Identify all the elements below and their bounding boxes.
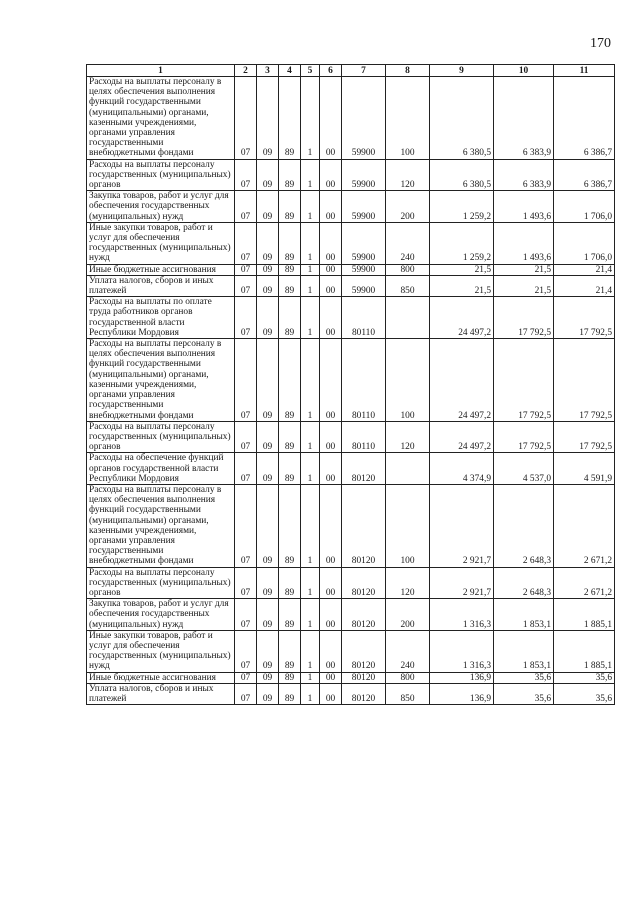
expense-type-code-cell: 200 [386, 191, 430, 223]
amount-col11-cell: 21,4 [554, 264, 615, 275]
program-code-cell: 89 [279, 599, 301, 631]
amount-col11-cell: 2 671,2 [554, 484, 615, 567]
section-code-cell: 07 [235, 297, 257, 339]
amount-col11-cell: 1 885,1 [554, 630, 615, 672]
event-code-cell: 00 [320, 159, 342, 191]
expense-type-code-cell: 200 [386, 599, 430, 631]
subsection-code-cell: 09 [257, 297, 279, 339]
direction-code-cell: 59900 [342, 275, 386, 296]
expense-type-code-cell: 850 [386, 275, 430, 296]
expense-type-code-cell: 850 [386, 683, 430, 704]
amount-col11-cell: 35,6 [554, 672, 615, 683]
subsection-code-cell: 09 [257, 339, 279, 422]
amount-col9-cell: 24 497,2 [430, 339, 494, 422]
event-code-cell: 00 [320, 264, 342, 275]
section-code-cell: 07 [235, 421, 257, 453]
column-header-3: 3 [257, 65, 279, 77]
table-row [87, 159, 615, 191]
event-code-cell: 00 [320, 222, 342, 264]
expense-type-code-cell: 100 [386, 339, 430, 422]
subsection-code-cell: 09 [257, 264, 279, 275]
event-code-cell: 00 [320, 484, 342, 567]
amount-col10-cell: 17 792,5 [494, 297, 554, 339]
program-code-cell: 89 [279, 264, 301, 275]
table-row [87, 77, 615, 160]
program-code-cell: 89 [279, 297, 301, 339]
section-code-cell: 07 [235, 567, 257, 599]
amount-col10-cell: 1 853,1 [494, 630, 554, 672]
amount-col11-cell: 17 792,5 [554, 297, 615, 339]
table-row [87, 339, 615, 422]
table-row [87, 222, 615, 264]
amount-col10-cell: 21,5 [494, 275, 554, 296]
section-code-cell: 07 [235, 683, 257, 704]
amount-col10-cell: 2 648,3 [494, 567, 554, 599]
expense-name-cell: Закупка товаров, работ и услуг для обеспечения государственных (муниципальных) нужд [87, 191, 235, 223]
subprogram-code-cell: 1 [301, 683, 320, 704]
amount-col9-cell: 24 497,2 [430, 297, 494, 339]
direction-code-cell: 59900 [342, 77, 386, 160]
subprogram-code-cell: 1 [301, 630, 320, 672]
direction-code-cell: 80120 [342, 630, 386, 672]
subprogram-code-cell: 1 [301, 567, 320, 599]
subsection-code-cell: 09 [257, 630, 279, 672]
section-code-cell: 07 [235, 191, 257, 223]
direction-code-cell: 80110 [342, 297, 386, 339]
section-code-cell: 07 [235, 453, 257, 485]
expense-type-code-cell: 800 [386, 264, 430, 275]
program-code-cell: 89 [279, 672, 301, 683]
amount-col10-cell: 2 648,3 [494, 484, 554, 567]
table-row [87, 191, 615, 223]
program-code-cell: 89 [279, 421, 301, 453]
column-header-8: 8 [386, 65, 430, 77]
subsection-code-cell: 09 [257, 567, 279, 599]
subsection-code-cell: 09 [257, 484, 279, 567]
amount-col10-cell: 17 792,5 [494, 421, 554, 453]
subsection-code-cell: 09 [257, 222, 279, 264]
subprogram-code-cell: 1 [301, 297, 320, 339]
expense-name-cell: Уплата налогов, сборов и иных платежей [87, 683, 235, 704]
expense-name-cell: Расходы на выплаты персоналу государственных (муниципальных) органов [87, 159, 235, 191]
expense-type-code-cell: 120 [386, 159, 430, 191]
program-code-cell: 89 [279, 484, 301, 567]
expense-name-cell: Иные бюджетные ассигнования [87, 672, 235, 683]
amount-col11-cell: 4 591,9 [554, 453, 615, 485]
amount-col9-cell: 1 259,2 [430, 222, 494, 264]
subsection-code-cell: 09 [257, 159, 279, 191]
amount-col10-cell: 35,6 [494, 672, 554, 683]
amount-col9-cell: 4 374,9 [430, 453, 494, 485]
amount-col11-cell: 2 671,2 [554, 567, 615, 599]
amount-col10-cell: 1 853,1 [494, 599, 554, 631]
amount-col10-cell: 6 383,9 [494, 159, 554, 191]
event-code-cell: 00 [320, 672, 342, 683]
amount-col9-cell: 24 497,2 [430, 421, 494, 453]
direction-code-cell: 59900 [342, 222, 386, 264]
column-header-11: 11 [554, 65, 615, 77]
table-body [87, 77, 615, 705]
amount-col11-cell: 1 706,0 [554, 222, 615, 264]
amount-col10-cell: 6 383,9 [494, 77, 554, 160]
subprogram-code-cell: 1 [301, 484, 320, 567]
amount-col9-cell: 1 316,3 [430, 630, 494, 672]
direction-code-cell: 80110 [342, 421, 386, 453]
table-header [87, 65, 615, 77]
table-row [87, 453, 615, 485]
direction-code-cell: 80120 [342, 484, 386, 567]
column-header-4: 4 [279, 65, 301, 77]
direction-code-cell: 59900 [342, 264, 386, 275]
subsection-code-cell: 09 [257, 275, 279, 296]
column-header-5: 5 [301, 65, 320, 77]
program-code-cell: 89 [279, 683, 301, 704]
program-code-cell: 89 [279, 275, 301, 296]
amount-col11-cell: 17 792,5 [554, 421, 615, 453]
amount-col11-cell: 1 706,0 [554, 191, 615, 223]
program-code-cell: 89 [279, 453, 301, 485]
section-code-cell: 07 [235, 222, 257, 264]
column-header-2: 2 [235, 65, 257, 77]
subprogram-code-cell: 1 [301, 339, 320, 422]
amount-col11-cell: 35,6 [554, 683, 615, 704]
event-code-cell: 00 [320, 421, 342, 453]
amount-col10-cell: 1 493,6 [494, 222, 554, 264]
table-row [87, 275, 615, 296]
table-row [87, 630, 615, 672]
expense-name-cell: Расходы на выплаты персоналу в целях обеспечения выполнения функций государственными (муниципальными) органами, казенными учреждениями, органами управления государственными внебюджетными фондами [87, 484, 235, 567]
program-code-cell: 89 [279, 567, 301, 599]
event-code-cell: 00 [320, 630, 342, 672]
amount-col9-cell: 21,5 [430, 275, 494, 296]
program-code-cell: 89 [279, 339, 301, 422]
direction-code-cell: 80120 [342, 599, 386, 631]
expense-name-cell: Расходы на выплаты персоналу в целях обеспечения выполнения функций государственными (муниципальными) органами, казенными учреждениями, органами управления государственными внебюджетными фондами [87, 339, 235, 422]
program-code-cell: 89 [279, 191, 301, 223]
program-code-cell: 89 [279, 630, 301, 672]
subsection-code-cell: 09 [257, 672, 279, 683]
expense-type-code-cell [386, 297, 430, 339]
table-row [87, 567, 615, 599]
expense-name-cell: Иные бюджетные ассигнования [87, 264, 235, 275]
budget-table [86, 64, 615, 705]
direction-code-cell: 80120 [342, 672, 386, 683]
subprogram-code-cell: 1 [301, 421, 320, 453]
event-code-cell: 00 [320, 275, 342, 296]
amount-col10-cell: 21,5 [494, 264, 554, 275]
expense-type-code-cell: 100 [386, 484, 430, 567]
column-header-1: 1 [87, 65, 235, 77]
subprogram-code-cell: 1 [301, 599, 320, 631]
program-code-cell: 89 [279, 159, 301, 191]
event-code-cell: 00 [320, 297, 342, 339]
expense-type-code-cell: 800 [386, 672, 430, 683]
direction-code-cell: 80120 [342, 567, 386, 599]
section-code-cell: 07 [235, 599, 257, 631]
subsection-code-cell: 09 [257, 453, 279, 485]
subsection-code-cell: 09 [257, 77, 279, 160]
amount-col9-cell: 6 380,5 [430, 77, 494, 160]
event-code-cell: 00 [320, 599, 342, 631]
subprogram-code-cell: 1 [301, 77, 320, 160]
expense-name-cell: Иные закупки товаров, работ и услуг для обеспечения государственных (муниципальных) нужд [87, 222, 235, 264]
page-number: 170 [590, 36, 611, 51]
header-row [87, 65, 615, 77]
section-code-cell: 07 [235, 159, 257, 191]
table-row [87, 484, 615, 567]
amount-col9-cell: 136,9 [430, 672, 494, 683]
amount-col11-cell: 6 386,7 [554, 159, 615, 191]
expense-type-code-cell [386, 453, 430, 485]
direction-code-cell: 80120 [342, 683, 386, 704]
amount-col9-cell: 136,9 [430, 683, 494, 704]
amount-col11-cell: 6 386,7 [554, 77, 615, 160]
expense-type-code-cell: 120 [386, 567, 430, 599]
expense-type-code-cell: 100 [386, 77, 430, 160]
section-code-cell: 07 [235, 264, 257, 275]
subsection-code-cell: 09 [257, 599, 279, 631]
amount-col9-cell: 1 316,3 [430, 599, 494, 631]
subprogram-code-cell: 1 [301, 453, 320, 485]
subsection-code-cell: 09 [257, 191, 279, 223]
event-code-cell: 00 [320, 77, 342, 160]
table-row [87, 297, 615, 339]
section-code-cell: 07 [235, 77, 257, 160]
expense-type-code-cell: 240 [386, 630, 430, 672]
amount-col9-cell: 1 259,2 [430, 191, 494, 223]
column-header-6: 6 [320, 65, 342, 77]
expense-name-cell: Иные закупки товаров, работ и услуг для обеспечения государственных (муниципальных) нужд [87, 630, 235, 672]
direction-code-cell: 59900 [342, 159, 386, 191]
subprogram-code-cell: 1 [301, 191, 320, 223]
subsection-code-cell: 09 [257, 683, 279, 704]
amount-col10-cell: 35,6 [494, 683, 554, 704]
section-code-cell: 07 [235, 672, 257, 683]
program-code-cell: 89 [279, 77, 301, 160]
subprogram-code-cell: 1 [301, 264, 320, 275]
expense-type-code-cell: 120 [386, 421, 430, 453]
subprogram-code-cell: 1 [301, 159, 320, 191]
event-code-cell: 00 [320, 683, 342, 704]
direction-code-cell: 80120 [342, 453, 386, 485]
section-code-cell: 07 [235, 630, 257, 672]
amount-col11-cell: 21,4 [554, 275, 615, 296]
expense-name-cell: Расходы на выплаты по оплате труда работников органов государственной власти Республики Мордовия [87, 297, 235, 339]
program-code-cell: 89 [279, 222, 301, 264]
section-code-cell: 07 [235, 339, 257, 422]
table-row [87, 599, 615, 631]
expense-name-cell: Расходы на выплаты персоналу в целях обеспечения выполнения функций государственными (муниципальными) органами, казенными учреждениями, органами управления государственными внебюджетными фондами [87, 77, 235, 160]
amount-col9-cell: 21,5 [430, 264, 494, 275]
amount-col10-cell: 17 792,5 [494, 339, 554, 422]
expense-name-cell: Закупка товаров, работ и услуг для обеспечения государственных (муниципальных) нужд [87, 599, 235, 631]
direction-code-cell: 59900 [342, 191, 386, 223]
expense-name-cell: Расходы на выплаты персоналу государственных (муниципальных) органов [87, 567, 235, 599]
amount-col9-cell: 2 921,7 [430, 484, 494, 567]
subprogram-code-cell: 1 [301, 222, 320, 264]
subprogram-code-cell: 1 [301, 275, 320, 296]
amount-col9-cell: 2 921,7 [430, 567, 494, 599]
column-header-7: 7 [342, 65, 386, 77]
table-row [87, 421, 615, 453]
amount-col11-cell: 1 885,1 [554, 599, 615, 631]
table-row [87, 683, 615, 704]
table-row [87, 672, 615, 683]
event-code-cell: 00 [320, 453, 342, 485]
expense-name-cell: Уплата налогов, сборов и иных платежей [87, 275, 235, 296]
event-code-cell: 00 [320, 191, 342, 223]
amount-col10-cell: 4 537,0 [494, 453, 554, 485]
column-header-9: 9 [430, 65, 494, 77]
event-code-cell: 00 [320, 567, 342, 599]
column-header-10: 10 [494, 65, 554, 77]
expense-name-cell: Расходы на обеспечение функций органов государственной власти Республики Мордовия [87, 453, 235, 485]
event-code-cell: 00 [320, 339, 342, 422]
direction-code-cell: 80110 [342, 339, 386, 422]
section-code-cell: 07 [235, 484, 257, 567]
table-row [87, 264, 615, 275]
amount-col9-cell: 6 380,5 [430, 159, 494, 191]
amount-col11-cell: 17 792,5 [554, 339, 615, 422]
subprogram-code-cell: 1 [301, 672, 320, 683]
subsection-code-cell: 09 [257, 421, 279, 453]
expense-type-code-cell: 240 [386, 222, 430, 264]
section-code-cell: 07 [235, 275, 257, 296]
expense-name-cell: Расходы на выплаты персоналу государственных (муниципальных) органов [87, 421, 235, 453]
amount-col10-cell: 1 493,6 [494, 191, 554, 223]
